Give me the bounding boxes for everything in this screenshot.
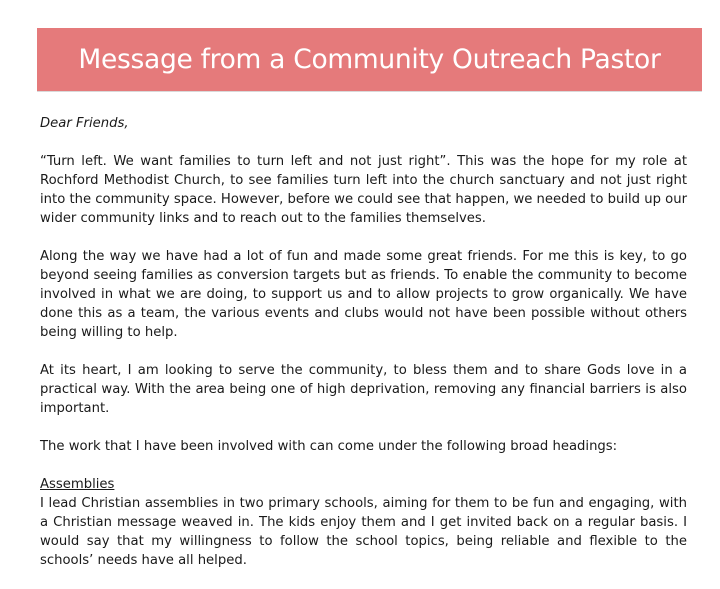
paragraph-fun-and-friends: Along the way we have had a lot of fun and made some great friends. For me this is key, to go beyond seeing families as conversion targets but as friends. To enable the community to become involved in what we are doing, to support us and to allow projects to grow organically. We have done this as a team, the various events and clubs would not have been possible without others being willing to help.: [40, 249, 687, 340]
paragraph-serve-community: At its heart, I am looking to serve the community, to bless them and to share Gods love in a practical way. With the area being one of high deprivation, removing any financial barriers is also important.: [40, 363, 687, 416]
letter-body: [40, 114, 687, 589]
paragraph-broad-headings: The work that I have been involved with can come under the following broad headings:: [40, 439, 618, 454]
section-heading-assemblies: Assemblies: [40, 477, 115, 492]
salutation: Dear Friends,: [40, 116, 129, 131]
paragraph-turn-left: “Turn left. We want families to turn left and not just right”. This was the hope for my role at Rochford Methodist Church, to see families turn left into the church sanctuary and not just right into the community space. However, before we could see that happen, we needed to build up our wider community links and to reach out to the families themselves.: [40, 154, 687, 226]
page-title: Message from a Community Outreach Pastor: [78, 44, 661, 75]
section-body-assemblies: I lead Christian assemblies in two primary schools, aiming for them to be fun and engaging, with a Christian message weaved in. The kids enjoy them and I get invited back on a regular basis. I would say that my willingness to follow the school topics, being reliable and flexible to the schools’ needs have all helped.: [40, 496, 687, 568]
title-banner: [37, 28, 702, 92]
